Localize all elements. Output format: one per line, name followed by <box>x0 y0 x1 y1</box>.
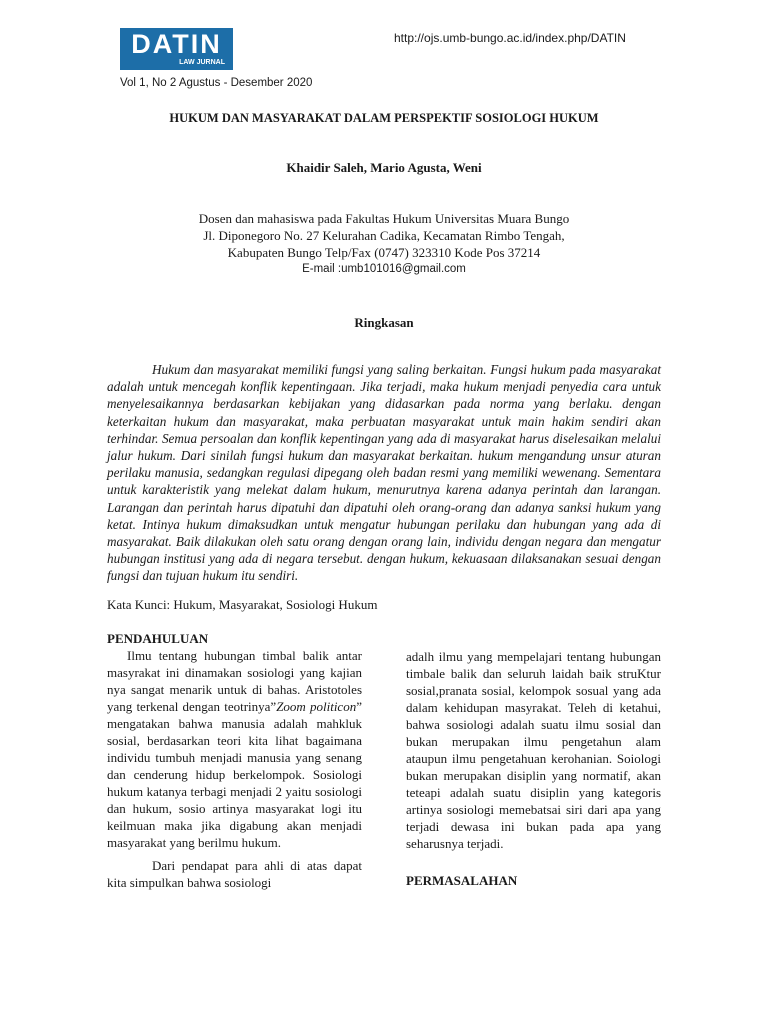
intro-paragraph-3: adalh ilmu yang mempelajari tentang hubungan timbale balik dan seluruh laidah baik struKtur sosial,pranata sosial, kelompok sosual yang ada dalam kehidupan masyrakat. Teleh di ketahui, bahwa sosiologi adalah suatu ilmu sosial dan bukan merupakan ilmu pengetahun alam ataupun ilmu pengetahuan kerohanian. Soiologi bukan merupakan disiplin yang normatif, akan teteapi adalah suatu disiplin yang kategoris artinya sosiologi memebatsai siri dari apa yang terjadi dewasa ini bukan pada apa yang seharusnya terjadi. <box>406 649 661 851</box>
logo-main-text: DATIN <box>131 29 222 59</box>
article-authors: Khaidir Saleh, Mario Agusta, Weni <box>286 160 482 175</box>
journal-url[interactable]: http://ojs.umb-bungo.ac.id/index.php/DATIN <box>394 31 626 45</box>
intro-heading: PENDAHULUAN <box>107 631 209 646</box>
intro-text-b: ” mengatakan bahwa manusia adalah mahkluk sosial, berdasarkan teori kita lihat bagaimana individu tumbuh menjadi manusia yang senang dan cenderung hidup berkelompok. Sosiologi hukum katanya terbagi menjadi 2 yaitu sosiologi dan hukum, sosio artinya masyarakat logi itu keilmuan maka jika digabung akan menjadi masyarakat yang berilmu hukum. <box>107 699 362 850</box>
affiliation-line: Dosen dan mahasiswa pada Fakultas Hukum Universitas Muara Bungo <box>198 211 570 226</box>
abstract-heading: Ringkasan <box>354 315 414 330</box>
left-column <box>107 630 362 891</box>
intro-paragraph-2: Dari pendapat para ahli di atas dapat kita simpulkan bahwa sosiologi <box>107 858 362 890</box>
keywords: Kata Kunci: Hukum, Masyarakat, Sosiologi Hukum <box>107 597 378 612</box>
volume-info: Vol 1, No 2 Agustus - Desember 2020 <box>120 77 313 89</box>
affiliation-line: Kabupaten Bungo Telp/Fax (0747) 323310 Kode Pos 37214 <box>227 245 541 260</box>
problem-heading: PERMASALAHAN <box>406 873 518 888</box>
intro-text-a: Ilmu tentang hubungan timbal balik antar masyrakat ini dinamakan sosiologi yang kajian nya sangat menarik untuk di bahas. Aristotoles yang terkenal dengan teotrinya” <box>107 648 362 714</box>
logo-sub-text: LAW JURNAL <box>179 59 225 66</box>
abstract-text: Hukum dan masyarakat memiliki fungsi yang saling berkaitan. Fungsi hukum pada masyarakat adalah untuk mencegah konflik kepentingaan. Jika terjadi, maka hukum menjadi penyedia cara untuk menyelesaikannya berdasarkan kebijakan yang didasarkan pada norma yang berlaku. dengan keterkaitan hukum dan masyarakat, maka perbuatan masyarakat untuk main hakim sendiri akan terhindar. Semua persoalan dan konflik kepentingan yang ada di masyarakat harus diselesaikan melalui jalur hukum. Dari sinilah fungsi hukum dan masyarakat berkaitan. hukum mengandung unsur aturan perilaku manusia, sedangkan regulasi dipegang oleh badan resmi yang memiliki wewenang. Sementara untuk karakteristik yang melekat dalam hukum, menurutnya karena adanya perintah dan larangan. Larangan dan perintah harus dipatuhi dan dipatuhi oleh orang-orang dan adanya sanksi hukum yang ketat. Intinya hukum dimaksudkan untuk mengatur hubungan perilaku dan hubungan yang ada di masyarakat. Baik dilakukan oleh satu orang dengan orang lain, individu dengan negara dan mengatur hubungan institusi yang ada di negara tersebut. dengan hukum, kekuasaan dilaksanakan sesuai dengan fungsi dan tujuan hukum itu sendiri. <box>107 362 661 584</box>
affiliation-line: Jl. Diponegoro No. 27 Kelurahan Cadika, Kecamatan Rimbo Tengah, <box>203 228 565 243</box>
intro-text-italic: Zoom politicon <box>276 699 357 714</box>
journal-logo <box>120 28 233 70</box>
right-column <box>406 648 661 889</box>
article-title: HUKUM DAN MASYARAKAT DALAM PERSPEKTIF SOSIOLOGI HUKUM <box>169 111 599 125</box>
author-email[interactable]: E-mail :umb101016@gmail.com <box>302 263 466 275</box>
intro-paragraph-1 <box>107 647 362 851</box>
affiliation <box>0 210 768 278</box>
